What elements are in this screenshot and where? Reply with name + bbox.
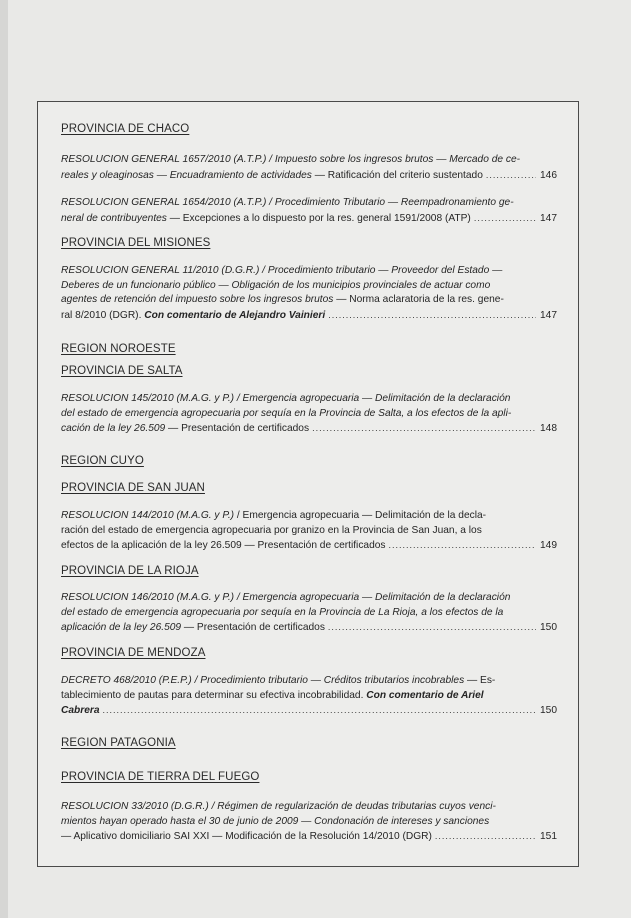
leader-dots <box>328 308 536 323</box>
page-number: 146 <box>540 169 557 181</box>
index-entry-res-144: RESOLUCION 144/2010 (M.A.G. y P.) / Emergencia agropecuaria — Delimitación de la decla- ración del estado de emergencia agropecuaria por granizo en la Provincia de San Juan, a los efectos de la aplicación de la ley 26.509 — Presentación de certificados ..... 149 <box>61 509 557 554</box>
section-heading-san-juan: PROVINCIA DE SAN JUAN <box>61 482 205 494</box>
index-entry-res-33: RESOLUCION 33/2010 (D.G.R.) / Régimen de regularización de deudas tributarias cuyos venci- mientos hayan operado hasta el 30 de junio de 2009 — Condonación de intereses y sanciones — Aplicativo domiciliario SAI XXI — Modificación de la Resolución 14/2010 (DGR) ..... 151 <box>61 800 557 845</box>
section-heading-chaco: PROVINCIA DE CHACO <box>61 123 190 135</box>
leader-dots <box>328 620 536 635</box>
page-number: 150 <box>540 622 557 633</box>
index-entry-res-145: RESOLUCION 145/2010 (M.A.G. y P.) / Emergencia agropecuaria — Delimitación de la declaración del estado de emergencia agropecuaria por sequía en la Provincia de Salta, a los efectos de la apli- cación de la ley 26.509 — Presentación de certificados ..... 148 <box>61 392 557 437</box>
page-spine <box>0 0 8 918</box>
leader-dots <box>486 168 536 183</box>
page-number: 150 <box>540 705 557 716</box>
leader-dots <box>389 538 537 553</box>
page-number: 147 <box>540 309 557 321</box>
index-entry-res-1654: RESOLUCION GENERAL 1654/2010 (A.T.P.) / Procedimiento Tributario — Reempadronamiento ge- neral de contribuyentes — Excepciones a lo dispuesto por la res. general 1591/2008 (ATP) ..... 147 <box>61 196 557 226</box>
page-number: 147 <box>540 212 557 224</box>
section-heading-noroeste: REGION NOROESTE <box>61 343 176 355</box>
section-heading-patagonia: REGION PATAGONIA <box>61 737 176 749</box>
section-heading-salta: PROVINCIA DE SALTA <box>61 365 183 377</box>
leader-dots <box>474 211 536 226</box>
leader-dots <box>435 829 536 844</box>
leader-dots <box>312 421 536 436</box>
section-heading-tierra-del-fuego: PROVINCIA DE TIERRA DEL FUEGO <box>61 771 260 783</box>
section-heading-mendoza: PROVINCIA DE MENDOZA <box>61 647 206 659</box>
page-number: 151 <box>540 831 557 842</box>
index-entry-res-146: RESOLUCION 146/2010 (M.A.G. y P.) / Emergencia agropecuaria — Delimitación de la declaración del estado de emergencia agropecuaria por sequía en la Provincia de La Rioja, a los efectos de la aplicación de la ley 26.509 — Presentación de certificados ..... 150 <box>61 591 557 636</box>
page-number: 149 <box>540 540 557 551</box>
page-number: 148 <box>540 423 557 434</box>
index-page-frame <box>37 101 579 867</box>
leader-dots <box>103 703 536 718</box>
index-entry-res-11: RESOLUCION GENERAL 11/2010 (D.G.R.) / Procedimiento tributario — Proveedor del Estado — Deberes de un funcionario público — Obligación de los municipios provinciales de actuar como agentes de retención del impuesto sobre los ingresos brutos — Norma aclaratoria de la res. gene- ral 8/2010 (DGR). Con comentario de Alejandro Vainieri ..... 147 <box>61 264 557 323</box>
index-entry-decreto-468: DECRETO 468/2010 (P.E.P.) / Procedimiento tributario — Créditos tributarios incobrables — Es- tablecimiento de pautas para determinar su efectiva incobrabilidad. Con comentario de Ariel Cabrera ..... 150 <box>61 674 557 719</box>
section-heading-cuyo: REGION CUYO <box>61 455 144 467</box>
section-heading-misiones: PROVINCIA DEL MISIONES <box>61 237 211 249</box>
index-entry-res-1657: RESOLUCION GENERAL 1657/2010 (A.T.P.) / Impuesto sobre los ingresos brutos — Mercado de ce- reales y oleaginosas — Encuadramiento de actividades — Ratificación del criterio sustentado ..... 146 <box>61 153 557 183</box>
section-heading-la-rioja: PROVINCIA DE LA RIOJA <box>61 565 199 577</box>
